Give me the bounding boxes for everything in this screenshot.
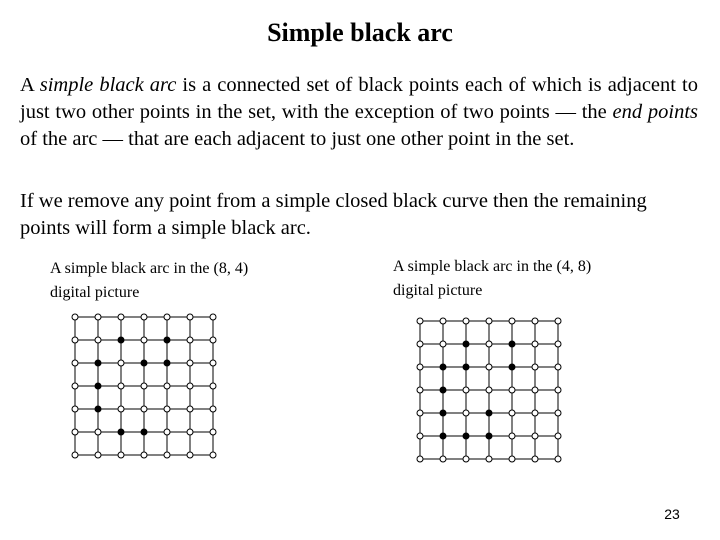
white-point	[532, 410, 538, 416]
white-point	[72, 429, 78, 435]
white-point	[417, 364, 423, 370]
white-point	[555, 433, 561, 439]
white-point	[210, 337, 216, 343]
white-point	[118, 383, 124, 389]
white-point	[187, 360, 193, 366]
white-point	[463, 387, 469, 393]
white-point	[72, 360, 78, 366]
black-point	[141, 360, 147, 366]
white-point	[118, 452, 124, 458]
white-point	[532, 387, 538, 393]
white-point	[118, 360, 124, 366]
page-number: 23	[664, 506, 680, 522]
white-point	[555, 410, 561, 416]
white-point	[532, 433, 538, 439]
slide-title: Simple black arc	[267, 18, 453, 47]
white-point	[72, 314, 78, 320]
white-point	[95, 452, 101, 458]
white-point	[141, 337, 147, 343]
white-point	[417, 318, 423, 324]
arc-grid-4-8	[405, 308, 585, 476]
white-point	[187, 383, 193, 389]
black-point	[486, 410, 492, 416]
white-point	[509, 318, 515, 324]
figure1-caption	[50, 257, 310, 305]
white-point	[532, 364, 538, 370]
white-point	[486, 456, 492, 462]
white-point	[210, 383, 216, 389]
white-point	[164, 406, 170, 412]
black-point	[164, 337, 170, 343]
white-point	[187, 406, 193, 412]
white-point	[555, 364, 561, 370]
white-point	[210, 314, 216, 320]
term-simple-black-arc: simple black arc	[39, 74, 177, 96]
white-point	[95, 314, 101, 320]
white-point	[486, 318, 492, 324]
white-point	[532, 456, 538, 462]
definition-paragraph	[20, 72, 698, 153]
white-point	[463, 410, 469, 416]
black-point	[164, 360, 170, 366]
black-point	[141, 429, 147, 435]
black-point	[509, 341, 515, 347]
figure2-caption-line1: A simple black arc in the (4, 8)	[393, 258, 592, 275]
black-point	[463, 341, 469, 347]
arc-grid-8-4	[60, 305, 240, 473]
figure1-caption-line1: A simple black arc in the (8, 4)	[50, 260, 249, 277]
white-point	[210, 360, 216, 366]
figure2-caption-line2: digital picture	[393, 282, 483, 299]
white-point	[210, 429, 216, 435]
white-point	[417, 341, 423, 347]
white-point	[417, 387, 423, 393]
black-point	[440, 364, 446, 370]
white-point	[141, 406, 147, 412]
figure1-caption-line2: digital picture	[50, 284, 140, 301]
white-point	[509, 410, 515, 416]
black-point	[95, 406, 101, 412]
white-point	[187, 314, 193, 320]
white-point	[532, 341, 538, 347]
white-point	[72, 406, 78, 412]
white-point	[141, 383, 147, 389]
white-point	[417, 410, 423, 416]
black-point	[440, 410, 446, 416]
white-point	[72, 337, 78, 343]
white-point	[95, 337, 101, 343]
black-point	[118, 429, 124, 435]
definition-text: of the arc — that are each adjacent to just one other point in the set.	[20, 128, 575, 150]
white-point	[509, 456, 515, 462]
white-point	[187, 452, 193, 458]
white-point	[463, 456, 469, 462]
white-point	[164, 429, 170, 435]
white-point	[509, 387, 515, 393]
white-point	[486, 364, 492, 370]
white-point	[440, 456, 446, 462]
definition-text: is a connected set of black points each of which is adjacent to just two other points in the set, with the exception of two points — the	[20, 74, 698, 123]
white-point	[509, 433, 515, 439]
white-point	[164, 452, 170, 458]
white-point	[486, 341, 492, 347]
white-point	[532, 318, 538, 324]
black-point	[440, 387, 446, 393]
black-point	[95, 360, 101, 366]
white-point	[417, 456, 423, 462]
white-point	[164, 383, 170, 389]
remark-paragraph: If we remove any point from a simple closed black curve then the remaining points will form a simple black arc.	[20, 190, 647, 239]
term-end-points: end points	[612, 101, 699, 123]
white-point	[440, 341, 446, 347]
white-point	[164, 314, 170, 320]
white-point	[555, 318, 561, 324]
definition-text: A	[20, 74, 40, 96]
white-point	[440, 318, 446, 324]
white-point	[72, 383, 78, 389]
black-point	[463, 364, 469, 370]
white-point	[210, 406, 216, 412]
white-point	[463, 318, 469, 324]
black-point	[463, 433, 469, 439]
white-point	[187, 429, 193, 435]
white-point	[210, 452, 216, 458]
white-point	[118, 406, 124, 412]
white-point	[141, 314, 147, 320]
white-point	[72, 452, 78, 458]
white-point	[555, 456, 561, 462]
white-point	[555, 341, 561, 347]
white-point	[187, 337, 193, 343]
figure2-caption	[393, 255, 653, 303]
white-point	[141, 452, 147, 458]
black-point	[509, 364, 515, 370]
white-point	[486, 387, 492, 393]
white-point	[555, 387, 561, 393]
white-point	[417, 433, 423, 439]
black-point	[95, 383, 101, 389]
white-point	[95, 429, 101, 435]
black-point	[118, 337, 124, 343]
black-point	[486, 433, 492, 439]
white-point	[118, 314, 124, 320]
black-point	[440, 433, 446, 439]
